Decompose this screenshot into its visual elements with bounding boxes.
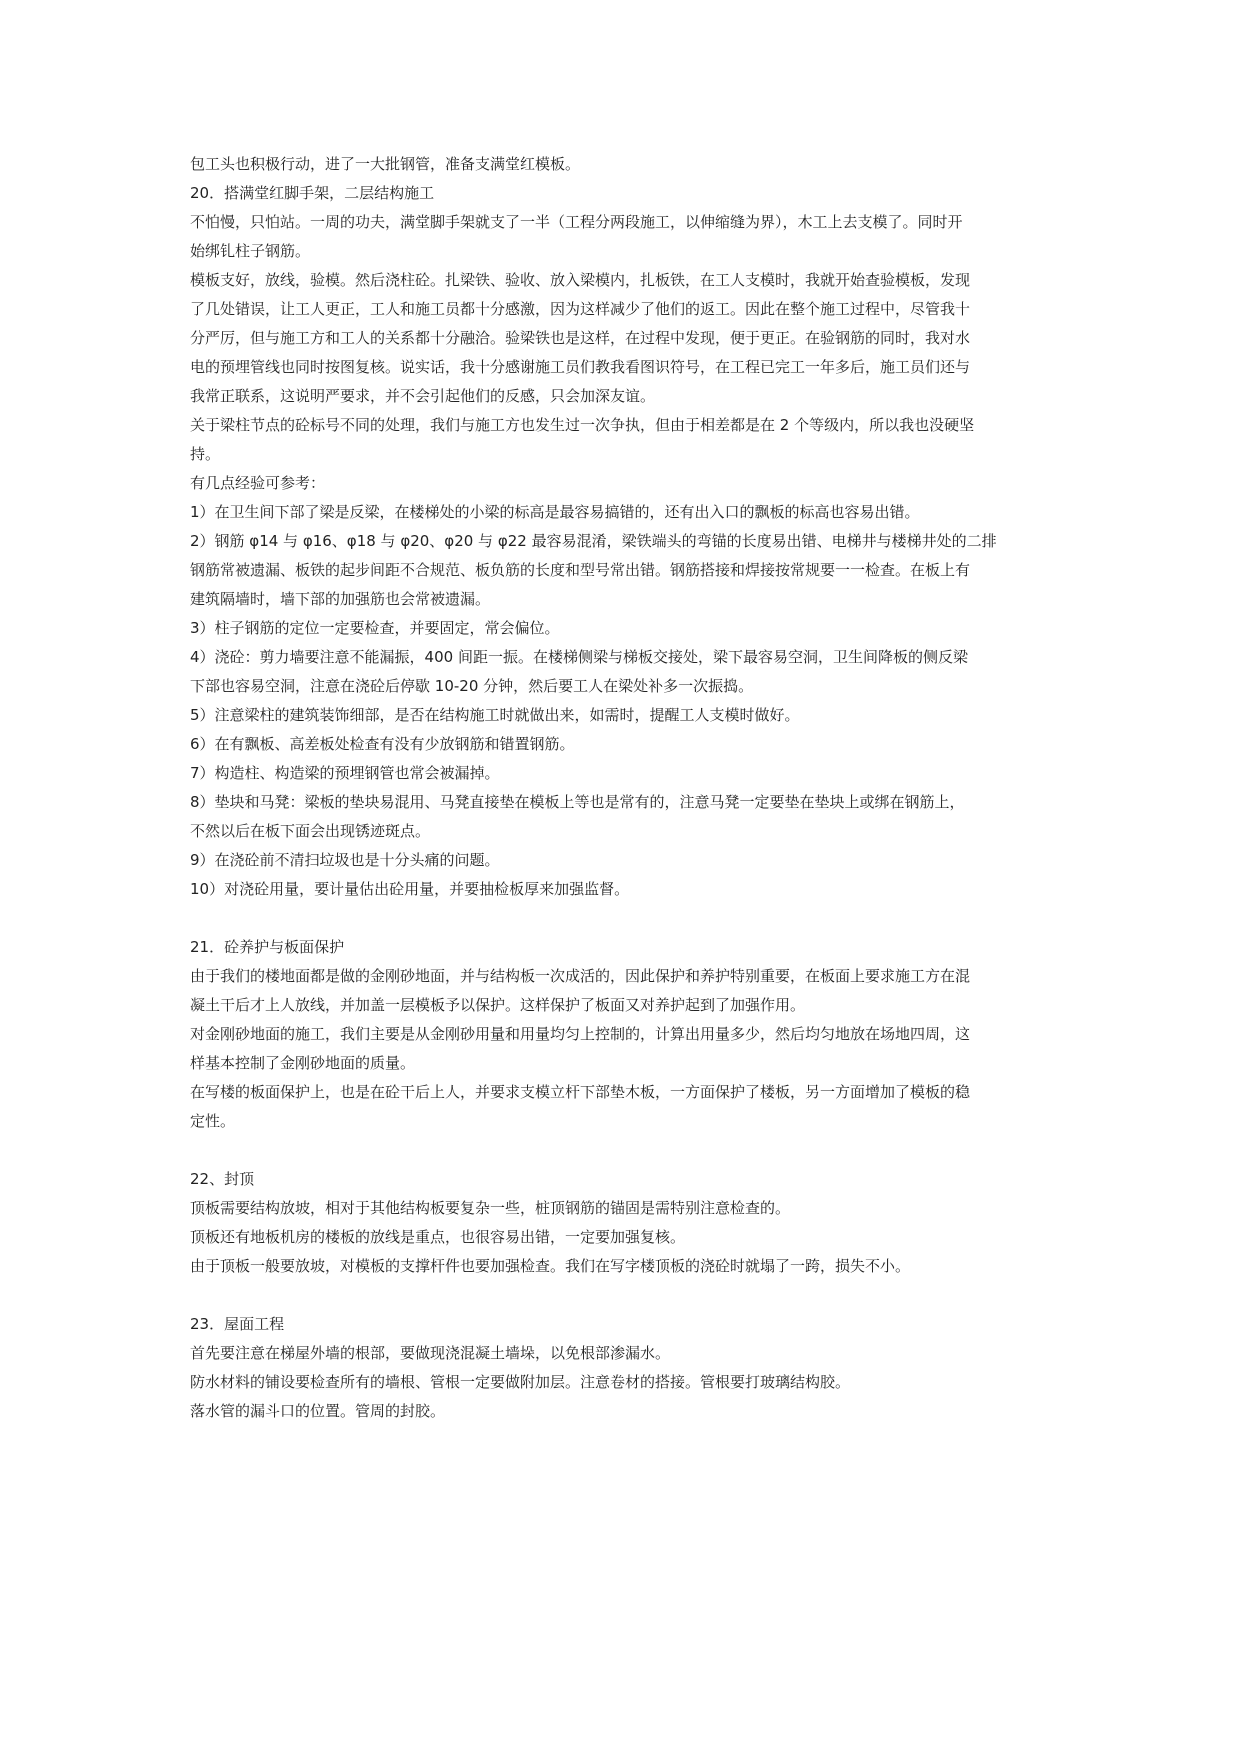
- text-line: 有几点经验可参考：: [190, 474, 326, 492]
- section-heading-23: 23．屋面工程: [190, 1315, 285, 1333]
- list-item: 9）在浇砼前不清扫垃圾也是十分头痛的问题。: [190, 851, 500, 869]
- paragraph-gap: [190, 904, 1062, 933]
- text-line: 电的预埋管线也同时按图复核。说实话，我十分感谢施工员们教我看图识符号，在工程已完工一年多后，施工员们还与: [190, 358, 971, 376]
- list-item: 10）对浇砼用量，要计量估出砼用量，并要抽检板厚来加强监督。: [190, 880, 630, 898]
- text-line: 关于梁柱节点的砼标号不同的处理，我们与施工方也发生过一次争执，但由于相差都是在 2 个等级内，所以我也没硬坚: [190, 416, 975, 434]
- text-line: 了几处错误，让工人更正，工人和施工员都十分感激，因为这样减少了他们的返工。因此在整个施工过程中，尽管我十: [190, 300, 971, 318]
- text-line: 始绑钆柱子钢筋。: [190, 242, 311, 260]
- text-line: 模板支好，放线，验模。然后浇柱砼。扎梁铁、验收、放入梁模内，扎板铁，在工人支模时，我就开始查验模板，发现: [190, 271, 971, 289]
- list-item: 1）在卫生间下部了梁是反梁，在楼梯处的小梁的标高是最容易搞错的，还有出入口的飘板的标高也容易出错。: [190, 503, 920, 521]
- text-line: 由于顶板一般要放坡，对模板的支撑杆件也要加强检查。我们在写字楼顶板的浇砼时就塌了一跨，损失不小。: [190, 1257, 911, 1275]
- list-item: 7）构造柱、构造梁的预埋钢管也常会被漏掉。: [190, 764, 500, 782]
- document-body: [190, 150, 1062, 1426]
- text-line: 不然以后在板下面会出现锈迹斑点。: [190, 822, 431, 840]
- list-item: 5）注意梁柱的建筑装饰细部，是否在结构施工时就做出来，如需时，提醒工人支模时做好。: [190, 706, 800, 724]
- section-heading-21: 21．砼养护与板面保护: [190, 938, 345, 956]
- paragraph-gap: [190, 1281, 1062, 1310]
- text-line: 落水管的漏斗口的位置。管周的封胶。: [190, 1402, 446, 1420]
- text-line: 在写楼的板面保护上，也是在砼干后上人，并要求支模立杆下部垫木板，一方面保护了楼板，另一方面增加了模板的稳: [190, 1083, 971, 1101]
- text-line: 包工头也积极行动，进了一大批钢管，准备支满堂红模板。: [190, 155, 581, 173]
- section-heading-22: 22、封顶: [190, 1170, 255, 1188]
- list-item: 8）垫块和马凳：梁板的垫块易混用、马凳直接垫在模板上等也是常有的，注意马凳一定要垫在垫块上或绑在钢筋上，: [190, 793, 965, 811]
- text-line: 下部也容易空洞，注意在浇砼后停歇 10-20 分钟，然后要工人在梁处补多一次振捣。: [190, 677, 754, 695]
- list-item: 3）柱子钢筋的定位一定要检查，并要固定，常会偏位。: [190, 619, 560, 637]
- text-line: 分严厉，但与施工方和工人的关系都十分融洽。验梁铁也是这样，在过程中发现，便于更正。在验钢筋的同时，我对水: [190, 329, 971, 347]
- text-line: 持。: [190, 445, 221, 463]
- text-line: 由于我们的楼地面都是做的金刚砂地面，并与结构板一次成活的，因此保护和养护特别重要，在板面上要求施工方在混: [190, 967, 971, 985]
- paragraph-gap: [190, 1136, 1062, 1165]
- text-line: 定性。: [190, 1112, 236, 1130]
- text-line: 建筑隔墙时，墙下部的加强筋也会常被遗漏。: [190, 590, 491, 608]
- text-line: 样基本控制了金刚砂地面的质量。: [190, 1054, 416, 1072]
- text-line: 凝土干后才上人放线，并加盖一层模板予以保护。这样保护了板面又对养护起到了加强作用。: [190, 996, 806, 1014]
- text-line: 防水材料的铺设要检查所有的墙根、管根一定要做附加层。注意卷材的搭接。管根要打玻璃结构胶。: [190, 1373, 851, 1391]
- text-line: 对金刚砂地面的施工，我们主要是从金刚砂用量和用量均匀上控制的，计算出用量多少，然后均匀地放在场地四周，这: [190, 1025, 971, 1043]
- list-item: 4）浇砼：剪力墙要注意不能漏振，400 间距一振。在楼梯侧梁与梯板交接处，梁下最容易空洞，卫生间降板的侧反梁: [190, 648, 968, 666]
- text-line: 钢筋常被遗漏、板铁的起步间距不合规范、板负筋的长度和型号常出错。钢筋搭接和焊接按常规要一一检查。在板上有: [190, 561, 971, 579]
- list-item: 6）在有飘板、高差板处检查有没有少放钢筋和错置钢筋。: [190, 735, 575, 753]
- list-item: 2）钢筋 φ14 与 φ16、φ18 与 φ20、φ20 与 φ22 最容易混淆，梁铁端头的弯锚的长度易出错、电梯井与楼梯井处的二排: [190, 532, 997, 550]
- section-heading-20: 20．搭满堂红脚手架，二层结构施工: [190, 184, 435, 202]
- text-line: 顶板需要结构放坡，相对于其他结构板要复杂一些，桩顶钢筋的锚固是需特别注意检查的。: [190, 1199, 791, 1217]
- text-line: 不怕慢，只怕站。一周的功夫，满堂脚手架就支了一半（工程分两段施工，以伸缩缝为界），木工上去支模了。同时开: [190, 213, 963, 231]
- text-line: 首先要注意在梯屋外墙的根部，要做现浇混凝土墙垛，以免根部渗漏水。: [190, 1344, 671, 1362]
- text-line: 顶板还有地板机房的楼板的放线是重点，也很容易出错，一定要加强复核。: [190, 1228, 686, 1246]
- text-line: 我常正联系，这说明严要求，并不会引起他们的反感，只会加深友谊。: [190, 387, 656, 405]
